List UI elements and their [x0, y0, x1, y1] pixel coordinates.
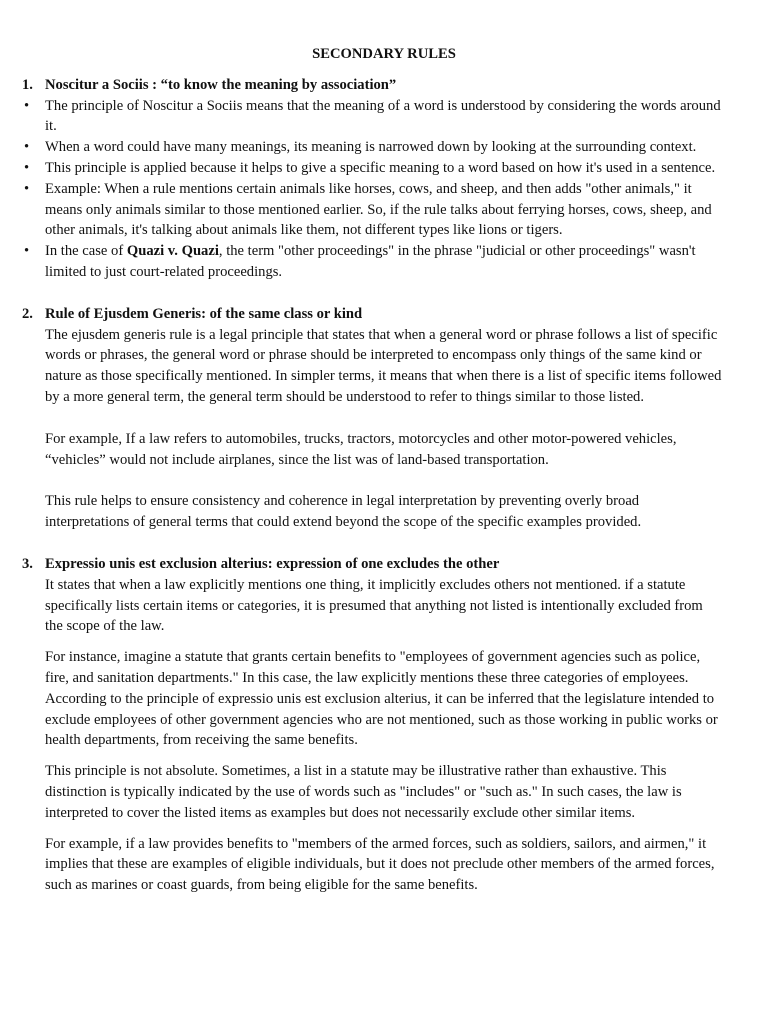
paragraph: This rule helps to ensure consistency and coherence in legal interpretation by preventing overly broad interpretations of general terms that could extend beyond the scope of the specific examples provided.: [45, 493, 642, 531]
paragraph: This principle is not absolute. Sometimes, a list in a statute may be illustrative rather than exhaustive. This distinction is typically indicated by the use of words such as "includes" or "such as." In such cases, the law is interpreted to cover the listed items as examples but does not necessarily exclude other similar items.: [45, 763, 682, 821]
section-heading: [22, 304, 722, 325]
section-title: Expressio unis est exclusion alterius: expression of one excludes the other: [45, 555, 500, 572]
paragraph: For example, if a law provides benefits to "members of the armed forces, such as soldiers, sailors, and airmen," it implies that these are examples of eligible individuals, but it does not preclude other members of the armed forces, such as marines or coast guards, from being eligible for the same benefits.: [45, 835, 715, 894]
list-item: [22, 137, 722, 158]
section-number: 1.: [22, 76, 33, 93]
list-item: [22, 158, 722, 179]
bullet-icon: •: [24, 159, 30, 176]
bullet-text-pre: In the case of: [45, 243, 127, 260]
bullet-text: Example: When a rule mentions certain animals like horses, cows, and sheep, and then adds "other animals," it means only animals similar to those mentioned earlier. So, if the rule talks about ferrying horses, cows, sheep, and other animals, it's talking about animals like them, not different types like lions or tigers.: [45, 180, 712, 239]
paragraph: It states that when a law explicitly mentions one thing, it implicitly excludes others not mentioned. if a statute specifically lists certain items or categories, it is presumed that anything not listed is intentionally excluded from the scope of the law.: [45, 576, 703, 635]
bullet-list: [22, 96, 722, 283]
list-item: [22, 241, 722, 283]
bullet-icon: •: [24, 243, 30, 260]
section-title: Rule of Ejusdem Generis: of the same class or kind: [45, 305, 363, 322]
section-expressio-unis: [22, 554, 722, 896]
bullet-icon: •: [24, 139, 30, 156]
bullet-text: When a word could have many meanings, its meaning is narrowed down by looking at the surrounding context.: [45, 139, 697, 156]
paragraph: For example, If a law refers to automobiles, trucks, tractors, motorcycles and other motor-powered vehicles, “vehicles” would not include airplanes, since the list was of land-based transportation.: [45, 430, 677, 468]
section-number: 3.: [22, 555, 33, 572]
section-body: [22, 575, 722, 896]
paragraph: The ejusdem generis rule is a legal principle that states that when a general word or phrase follows a list of specific words or phrases, the general word or phrase should be interpreted to encompass only things of the same kind or nature as those specifically mentioned. In simpler terms, it means that when there is a list of specific items followed by a more general term, the general term should be understood to refer to things similar to those listed.: [45, 326, 722, 405]
paragraph: For instance, imagine a statute that grants certain benefits to "employees of government agencies such as police, fire, and sanitation departments." In this case, the law explicitly mentions these three categories of employees. According to the principle of expressio unis est exclusion alterius, it can be inferred that the legislature intended to exclude employees of other government agencies who are not mentioned, such as those working in public works or health departments, from receiving the same benefits.: [45, 649, 718, 749]
bullet-icon: •: [24, 97, 30, 114]
list-item: [22, 96, 722, 138]
document-title: SECONDARY RULES: [312, 46, 456, 62]
section-heading: [22, 75, 722, 96]
list-item: [22, 179, 722, 241]
bullet-text-post: , the term "other proceedings" in the phrase "judicial or other proceedings" wasn't limited to just court-related proceedings.: [45, 243, 696, 280]
case-name: Quazi v. Quazi: [126, 243, 219, 260]
section-ejusdem-generis: [22, 304, 722, 533]
bullet-text: The principle of Noscitur a Sociis means that the meaning of a word is understood by considering the words around it.: [45, 97, 721, 135]
bullet-text: This principle is applied because it helps to give a specific meaning to a word based on how it's used in a sentence.: [45, 159, 716, 176]
section-body: [22, 325, 722, 533]
section-heading: [22, 554, 722, 575]
section-number: 2.: [22, 305, 33, 322]
section-noscitur-a-sociis: [22, 75, 722, 283]
bullet-icon: •: [24, 180, 30, 197]
section-title: Noscitur a Sociis : “to know the meaning by association”: [45, 76, 397, 93]
